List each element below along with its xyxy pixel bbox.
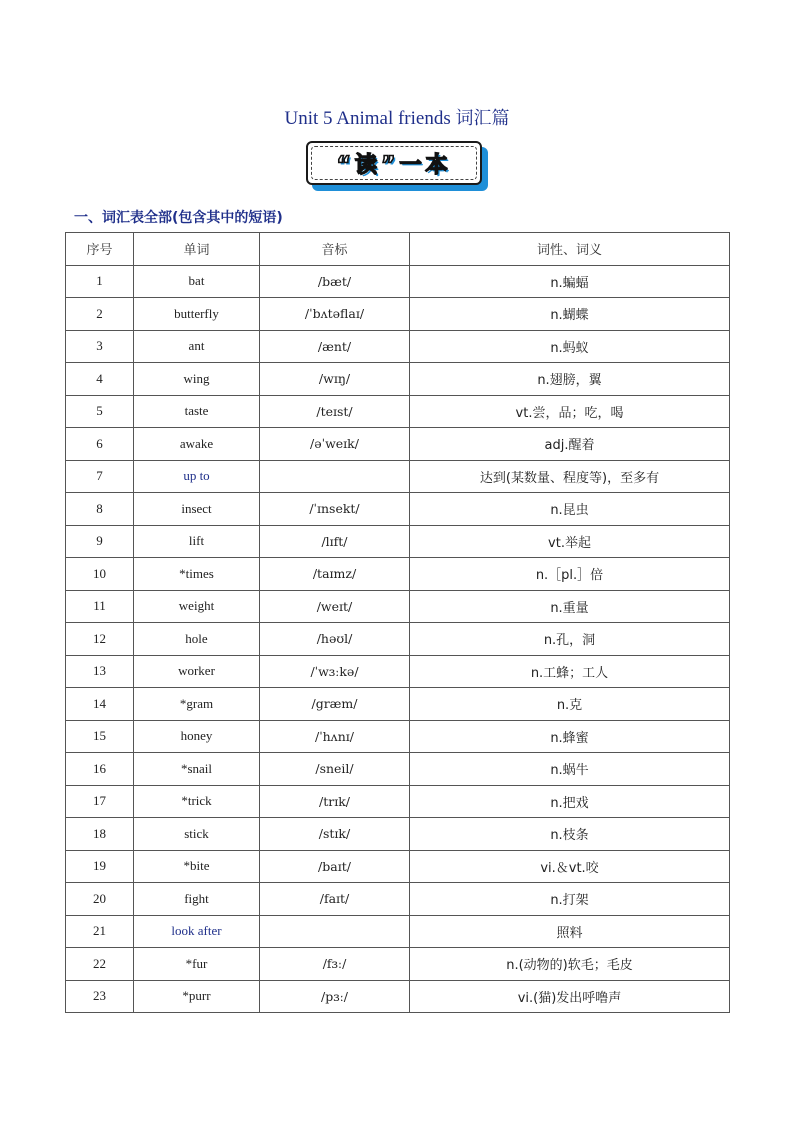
table-row	[66, 590, 730, 623]
row-word: insect	[134, 493, 260, 526]
table-row	[66, 525, 730, 558]
row-meaning: 照料	[410, 915, 730, 948]
row-meaning: vi.(猫)发出呼噜声	[410, 980, 730, 1013]
row-number: 20	[66, 883, 134, 916]
table-header-row	[66, 233, 730, 266]
row-meaning: n.蝙蝠	[410, 265, 730, 298]
row-word: fight	[134, 883, 260, 916]
row-phonetic: /pɜː/	[260, 980, 410, 1013]
table-row	[66, 883, 730, 916]
row-phonetic: /ˈɪnsekt/	[260, 493, 410, 526]
table-row	[66, 298, 730, 331]
row-number: 12	[66, 623, 134, 656]
row-number: 17	[66, 785, 134, 818]
row-phonetic: /fɜː/	[260, 948, 410, 981]
row-phonetic: /baɪt/	[260, 850, 410, 883]
row-word: stick	[134, 818, 260, 851]
row-phonetic: /weɪt/	[260, 590, 410, 623]
row-meaning: vi.＆vt.咬	[410, 850, 730, 883]
row-number: 22	[66, 948, 134, 981]
row-word: butterfly	[134, 298, 260, 331]
title-chinese: 词汇篇	[455, 108, 510, 129]
row-phonetic: /əˈweɪk/	[260, 428, 410, 461]
table-row	[66, 395, 730, 428]
row-word: awake	[134, 428, 260, 461]
row-phonetic: /teɪst/	[260, 395, 410, 428]
vocabulary-table	[65, 232, 730, 1013]
row-number: 10	[66, 558, 134, 591]
row-word: lift	[134, 525, 260, 558]
row-meaning: n.［pl.］倍	[410, 558, 730, 591]
row-phonetic: /sneil/	[260, 753, 410, 786]
row-phonetic	[260, 915, 410, 948]
table-row	[66, 460, 730, 493]
row-number: 9	[66, 525, 134, 558]
row-phonetic	[260, 460, 410, 493]
row-phonetic: /bæt/	[260, 265, 410, 298]
row-number: 23	[66, 980, 134, 1013]
banner-text: “读”一本	[311, 146, 477, 180]
row-number: 2	[66, 298, 134, 331]
row-number: 8	[66, 493, 134, 526]
table-row	[66, 265, 730, 298]
row-meaning: n.蝴蝶	[410, 298, 730, 331]
row-word: look after	[134, 915, 260, 948]
row-word: *gram	[134, 688, 260, 721]
banner-face	[306, 141, 482, 185]
row-phonetic: /græm/	[260, 688, 410, 721]
row-word: wing	[134, 363, 260, 396]
row-number: 14	[66, 688, 134, 721]
header-word: 单词	[134, 233, 260, 266]
row-word: up to	[134, 460, 260, 493]
table-row	[66, 948, 730, 981]
row-meaning: n.(动物的)软毛；毛皮	[410, 948, 730, 981]
header-phonetic: 音标	[260, 233, 410, 266]
row-word: bat	[134, 265, 260, 298]
row-word: *times	[134, 558, 260, 591]
row-word: *trick	[134, 785, 260, 818]
row-meaning: n.重量	[410, 590, 730, 623]
row-number: 5	[66, 395, 134, 428]
header-number: 序号	[66, 233, 134, 266]
table-row	[66, 428, 730, 461]
row-phonetic: /trɪk/	[260, 785, 410, 818]
row-word: hole	[134, 623, 260, 656]
row-meaning: n.枝条	[410, 818, 730, 851]
row-number: 3	[66, 330, 134, 363]
row-meaning: vt.尝，品；吃，喝	[410, 395, 730, 428]
row-phonetic: /wɪŋ/	[260, 363, 410, 396]
section-heading: 一、词汇表全部(包含其中的短语)	[74, 210, 283, 226]
row-word: ant	[134, 330, 260, 363]
table-row	[66, 980, 730, 1013]
table-row	[66, 558, 730, 591]
row-word: worker	[134, 655, 260, 688]
page-title	[0, 104, 794, 130]
row-number: 15	[66, 720, 134, 753]
row-number: 18	[66, 818, 134, 851]
row-word: honey	[134, 720, 260, 753]
table-row	[66, 330, 730, 363]
table-row	[66, 850, 730, 883]
row-meaning: 达到(某数量、程度等)，至多有	[410, 460, 730, 493]
header-meaning: 词性、词义	[410, 233, 730, 266]
row-number: 4	[66, 363, 134, 396]
row-phonetic: /taɪmz/	[260, 558, 410, 591]
row-word: taste	[134, 395, 260, 428]
table-row	[66, 655, 730, 688]
table-row	[66, 753, 730, 786]
row-phonetic: /ˈwɜːkə/	[260, 655, 410, 688]
row-word: *bite	[134, 850, 260, 883]
row-meaning: adj.醒着	[410, 428, 730, 461]
row-phonetic: /stɪk/	[260, 818, 410, 851]
row-number: 21	[66, 915, 134, 948]
row-meaning: n.打架	[410, 883, 730, 916]
row-meaning: n.把戏	[410, 785, 730, 818]
row-phonetic: /həʊl/	[260, 623, 410, 656]
row-meaning: n.昆虫	[410, 493, 730, 526]
row-word: *snail	[134, 753, 260, 786]
table-row	[66, 915, 730, 948]
row-meaning: n.蜂蜜	[410, 720, 730, 753]
row-meaning: n.蚂蚁	[410, 330, 730, 363]
row-phonetic: /lɪft/	[260, 525, 410, 558]
row-number: 1	[66, 265, 134, 298]
row-meaning: vt.举起	[410, 525, 730, 558]
row-phonetic: /ænt/	[260, 330, 410, 363]
row-number: 13	[66, 655, 134, 688]
row-number: 16	[66, 753, 134, 786]
table-row	[66, 688, 730, 721]
row-phonetic: /ˈhʌnɪ/	[260, 720, 410, 753]
row-meaning: n.工蜂；工人	[410, 655, 730, 688]
table-row	[66, 363, 730, 396]
row-number: 7	[66, 460, 134, 493]
row-meaning: n.翅膀，翼	[410, 363, 730, 396]
row-number: 11	[66, 590, 134, 623]
row-word: *fur	[134, 948, 260, 981]
table-row	[66, 785, 730, 818]
row-word: weight	[134, 590, 260, 623]
table-row	[66, 623, 730, 656]
title-english: Unit 5 Animal friends	[284, 108, 451, 129]
table-row	[66, 493, 730, 526]
row-phonetic: /ˈbʌtəflaɪ/	[260, 298, 410, 331]
row-meaning: n.克	[410, 688, 730, 721]
row-word: *purr	[134, 980, 260, 1013]
table-row	[66, 720, 730, 753]
row-phonetic: /faɪt/	[260, 883, 410, 916]
row-meaning: n.蜗牛	[410, 753, 730, 786]
table-row	[66, 818, 730, 851]
read-banner	[306, 141, 488, 191]
row-number: 19	[66, 850, 134, 883]
row-number: 6	[66, 428, 134, 461]
row-meaning: n.孔，洞	[410, 623, 730, 656]
